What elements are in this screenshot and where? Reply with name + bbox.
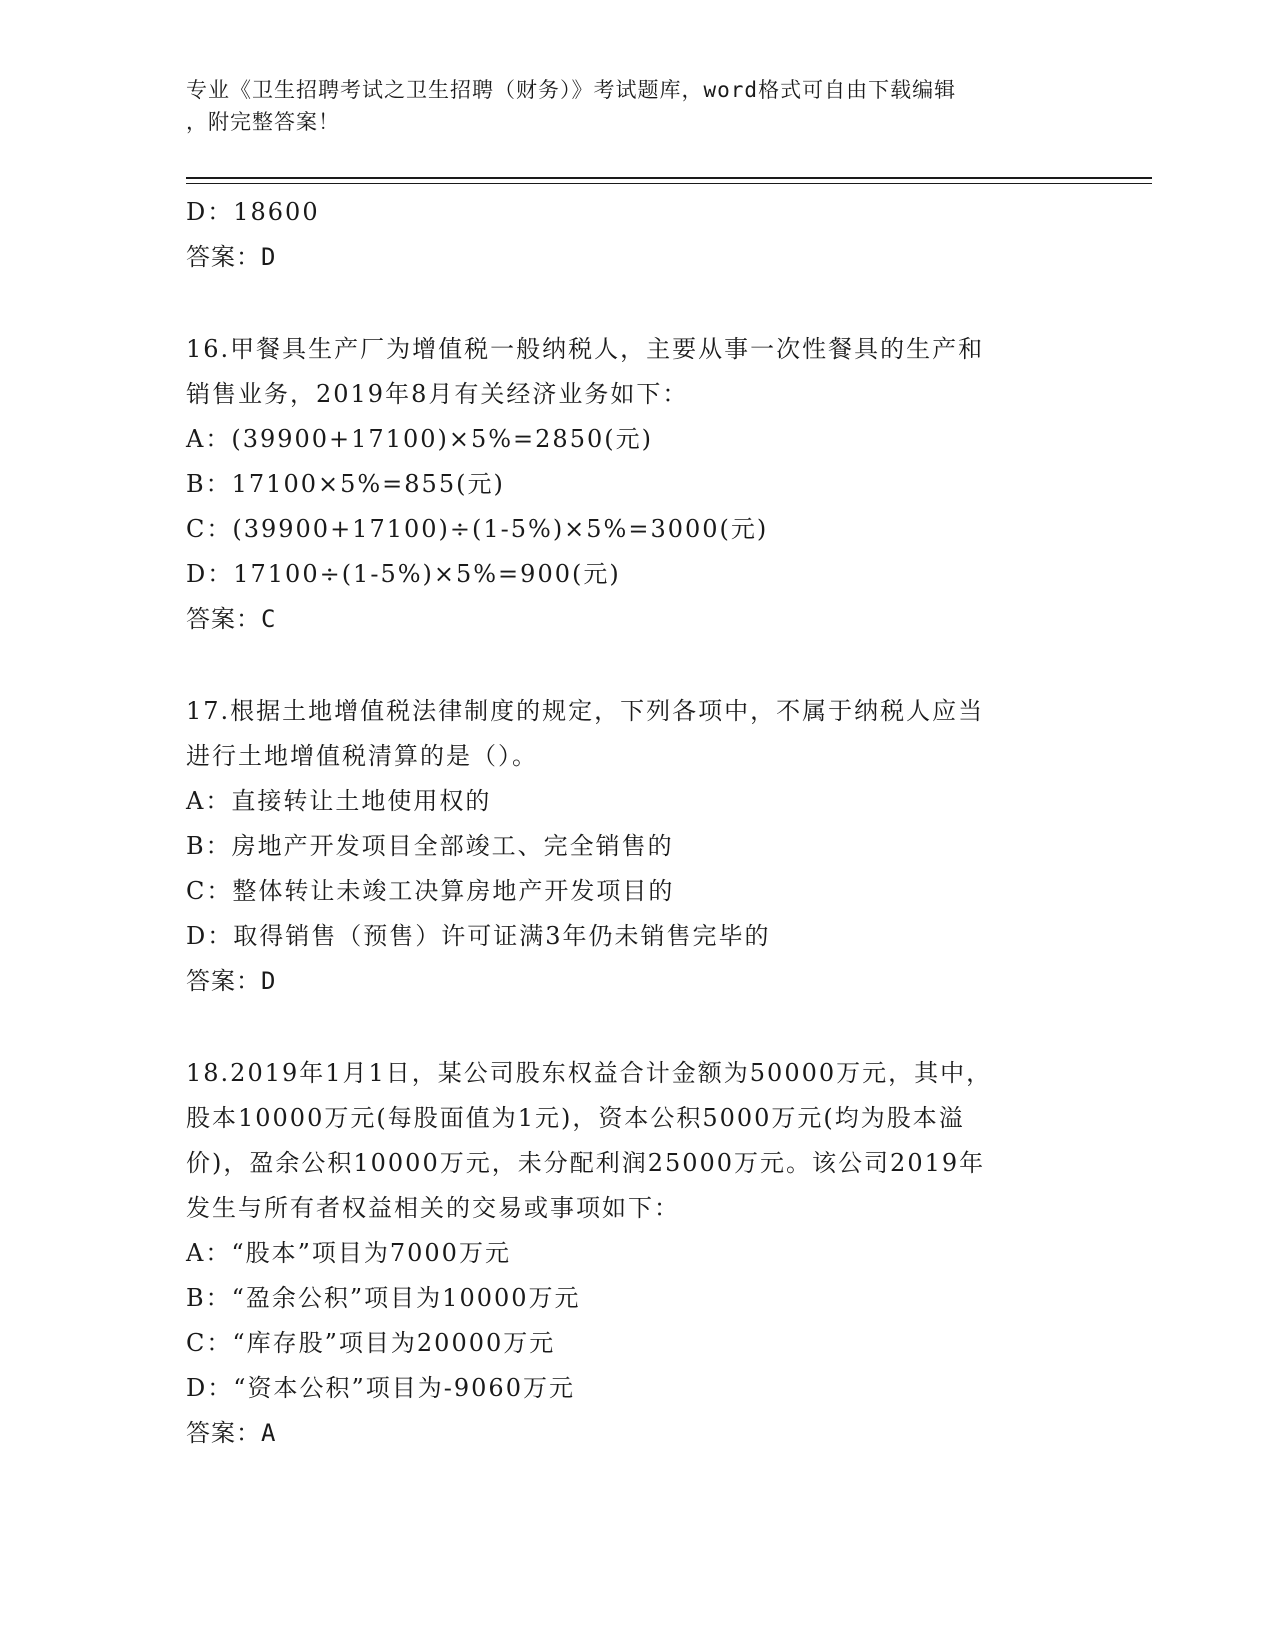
question-stem-line: 17.根据土地增值税法律制度的规定，下列各项中，不属于纳税人应当 — [186, 697, 985, 725]
spacer — [186, 280, 1086, 327]
question-stem-line: 股本10000万元(每股面值为1元)，资本公积5000万元(均为股本溢 — [186, 1104, 965, 1132]
spacer — [186, 642, 1086, 689]
answer-line: 答案：D — [186, 967, 277, 995]
spacer — [186, 1004, 1086, 1051]
option-d: D：18600 — [186, 198, 320, 226]
header-divider-thick — [186, 177, 1152, 179]
question-stem-line: 发生与所有者权益相关的交易或事项如下： — [186, 1194, 680, 1222]
option-a: A：(39900+17100)×5%=2850(元) — [186, 425, 653, 453]
option-c: C：“库存股”项目为20000万元 — [186, 1329, 556, 1357]
option-b: B：17100×5%=855(元) — [186, 470, 505, 498]
option-d: D：取得销售（预售）许可证满3年仍未销售完毕的 — [186, 922, 771, 950]
option-d: D：“资本公积”项目为-9060万元 — [186, 1374, 575, 1402]
header-divider-thin — [186, 183, 1152, 184]
question-stem-line: 进行土地增值税清算的是（）。 — [186, 742, 538, 770]
question-17 — [186, 689, 1086, 1004]
question-stem-line: 18.2019年1月1日，某公司股东权益合计金额为50000万元，其中， — [186, 1059, 993, 1087]
question-stem-line: 销售业务，2019年8月有关经济业务如下： — [186, 380, 689, 408]
header-line-2: ，附完整答案！ — [186, 110, 340, 134]
option-a: A：“股本”项目为7000万元 — [186, 1239, 511, 1267]
question-stem-line: 16.甲餐具生产厂为增值税一般纳税人，主要从事一次性餐具的生产和 — [186, 335, 985, 363]
answer-line: 答案：D — [186, 243, 277, 271]
header-line-1: 专业《卫生招聘考试之卫生招聘（财务）》考试题库，word格式可自由下载编辑 — [186, 78, 957, 102]
previous-question-tail — [186, 190, 1086, 280]
question-stem-line: 价)，盈余公积10000万元，未分配利润25000万元。该公司2019年 — [186, 1149, 986, 1177]
question-18 — [186, 1051, 1086, 1456]
document-header — [186, 74, 1066, 138]
answer-line: 答案：A — [186, 1419, 277, 1447]
question-16 — [186, 327, 1086, 642]
option-d: D：17100÷(1-5%)×5%=900(元) — [186, 560, 621, 588]
option-c: C：整体转让未竣工决算房地产开发项目的 — [186, 877, 675, 905]
option-c: C：(39900+17100)÷(1-5%)×5%=3000(元) — [186, 515, 769, 543]
option-b: B：房地产开发项目全部竣工、完全销售的 — [186, 832, 674, 860]
answer-line: 答案：C — [186, 605, 277, 633]
option-b: B：“盈余公积”项目为10000万元 — [186, 1284, 581, 1312]
option-a: A：直接转让土地使用权的 — [186, 787, 492, 815]
document-body — [186, 190, 1086, 1456]
